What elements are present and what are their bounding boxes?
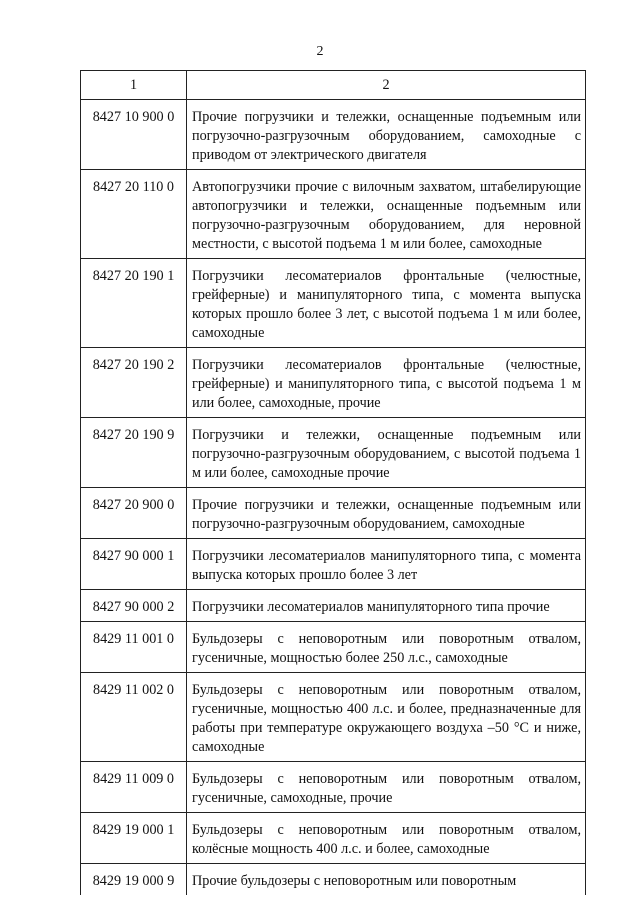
description-cell: Автопогрузчики прочие с вилочным захватом, штабелирующие автопогрузчики и тележки, оснащенные подъемным или погрузочно-разгрузочным оборудованием, для неровной местности, с высотой подъема 1 м или более, самоходные [187,170,586,259]
column-header-2: 2 [187,71,586,100]
code-cell: 8429 19 000 1 [81,813,187,864]
table-row [81,813,586,864]
code-cell: 8429 11 002 0 [81,673,187,762]
description-cell: Бульдозеры с неповоротным или поворотным отвалом, гусеничные, мощностью 400 л.с. и более, предназначенные для работы при температуре окружающего воздуха –50 °С и ниже, самоходные [187,673,586,762]
code-cell: 8429 19 000 9 [81,864,187,896]
table-row [81,762,586,813]
description-cell: Погрузчики лесоматериалов фронтальные (челюстные, грейферные) и манипуляторного типа, с момента выпуска которых прошло более 3 лет, с высотой подъема 1 м или более, самоходные [187,259,586,348]
table-row [81,348,586,418]
description-cell: Погрузчики и тележки, оснащенные подъемным или погрузочно-разгрузочным оборудованием, с высотой подъема 1 м или более, самоходные прочие [187,418,586,488]
table-row [81,100,586,170]
table-row [81,170,586,259]
code-cell: 8427 20 900 0 [81,488,187,539]
code-cell: 8427 20 110 0 [81,170,187,259]
table-row [81,673,586,762]
description-cell: Погрузчики лесоматериалов фронтальные (челюстные, грейферные) и манипуляторного типа, с высотой подъема 1 м или более, самоходные, прочие [187,348,586,418]
description-cell: Бульдозеры с неповоротным или поворотным отвалом, колёсные мощность 400 л.с. и более, самоходные [187,813,586,864]
code-cell: 8429 11 001 0 [81,622,187,673]
code-cell: 8427 90 000 1 [81,539,187,590]
column-header-1: 1 [81,71,187,100]
code-cell: 8427 10 900 0 [81,100,187,170]
description-cell: Погрузчики лесоматериалов манипуляторного типа прочие [187,590,586,622]
description-cell: Бульдозеры с неповоротным или поворотным отвалом, гусеничные, самоходные, прочие [187,762,586,813]
code-cell: 8427 20 190 1 [81,259,187,348]
table-row [81,418,586,488]
code-cell: 8427 90 000 2 [81,590,187,622]
code-cell: 8427 20 190 2 [81,348,187,418]
page-number: 2 [316,44,324,59]
table-row [81,539,586,590]
table-row [81,864,586,896]
description-cell: Бульдозеры с неповоротным или поворотным отвалом, гусеничные, мощностью более 250 л.с., самоходные [187,622,586,673]
tnved-code-table [80,70,586,895]
description-cell: Погрузчики лесоматериалов манипуляторного типа, с момента выпуска которых прошло более 3 лет [187,539,586,590]
table-row [81,259,586,348]
table-row [81,622,586,673]
description-cell: Прочие погрузчики и тележки, оснащенные подъемным или погрузочно-разгрузочным оборудованием, самоходные с приводом от электрического двигателя [187,100,586,170]
description-cell: Прочие погрузчики и тележки, оснащенные подъемным или погрузочно-разгрузочным оборудованием, самоходные [187,488,586,539]
description-cell: Прочие бульдозеры с неповоротным или поворотным [187,864,586,896]
code-cell: 8427 20 190 9 [81,418,187,488]
table-header-row [81,71,586,100]
code-cell: 8429 11 009 0 [81,762,187,813]
table-row [81,488,586,539]
table-row [81,590,586,622]
